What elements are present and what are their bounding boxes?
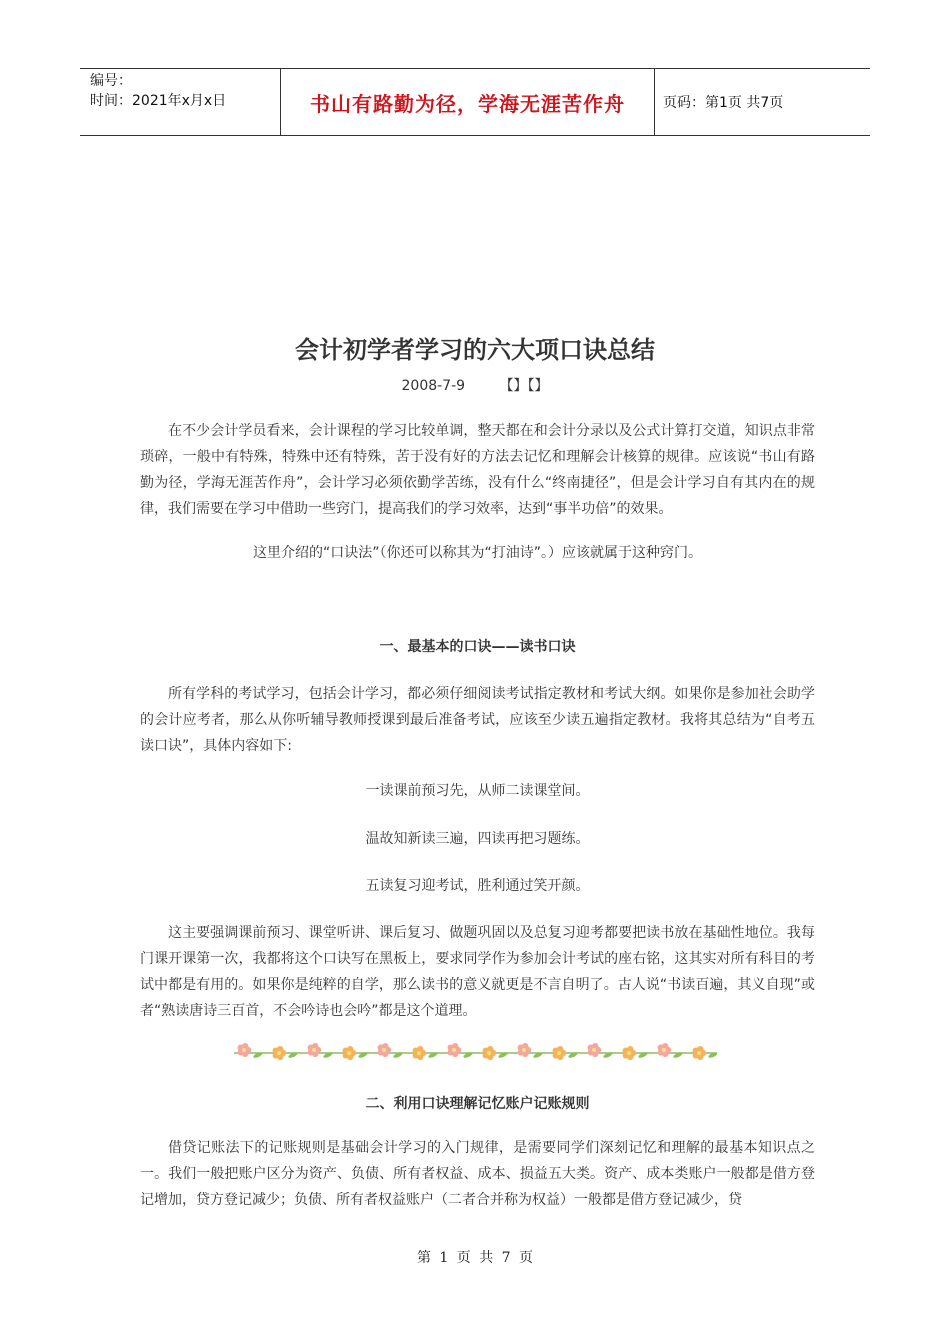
- flower-center: [557, 1051, 561, 1055]
- flower-center: [417, 1051, 421, 1055]
- flower-center: [452, 1048, 456, 1052]
- section-2: [140, 1091, 815, 1117]
- flower-center: [662, 1048, 666, 1052]
- article-date-line: [0, 375, 950, 395]
- verse-line-3: 五读复习迎考试，胜利通过笑开颜。: [365, 878, 590, 894]
- header-table: [80, 68, 870, 136]
- verse-2-wrap: [140, 826, 815, 852]
- flower-center: [697, 1051, 701, 1055]
- article-title: 会计初学者学习的六大项口诀总结: [295, 336, 655, 364]
- flower-vine-divider: [232, 1038, 717, 1066]
- section-1-body: [140, 681, 815, 759]
- flower-center: [347, 1051, 351, 1055]
- flower-center: [522, 1048, 526, 1052]
- section-2-paragraph-1: 借贷记账法下的记账规则是基础会计学习的入门规律，是需要同学们深刻记忆和理解的最基本知识点之一。我们一般把账户区分为资产、负债、所有者权益、成本、损益五大类。资产、成本类账户一般都是借方登记增加，贷方登记减少；负债、所有者权益账户（二者合并称为权益）一般都是借方登记减少，贷: [140, 1140, 815, 1208]
- header-page-cell: [655, 69, 870, 135]
- flower-center: [277, 1051, 281, 1055]
- flower-center: [487, 1051, 491, 1055]
- section-1-body-2: [140, 920, 815, 1024]
- intro-section: [140, 418, 815, 522]
- section-1-paragraph-1: 所有学科的考试学习，包括会计学习，都必须仔细阅读考试指定教材和考试大纲。如果你是参加社会助学的会计应考者，那么从你听辅导教师授课到最后准备考试，应该至少读五遍指定教材。我将其总结为“自考五读口诀”，具体内容如下:: [140, 686, 815, 754]
- flower-center: [312, 1048, 316, 1052]
- verse-3-wrap: [140, 873, 815, 899]
- flower-center: [242, 1048, 246, 1052]
- verse-line-2: 温故知新读三遍，四读再把习题练。: [365, 831, 590, 847]
- article-date: 2008-7-9: [401, 378, 466, 394]
- header-motto-cell: [281, 69, 655, 135]
- section-1: [140, 634, 815, 660]
- flower-group: [238, 1043, 717, 1060]
- flower-center: [627, 1051, 631, 1055]
- intro-paragraph-1: 在不少会计学员看来，会计课程的学习比较单调，整天都在和会计分录以及公式计算打交道，知识点非常琐碎，一般中有特殊，特殊中还有特殊，苦于没有好的方法去记忆和理解会计核算的规律。应该说“书山有路勤为径，学海无涯苦作舟”，会计学习必须依勤学苦练，没有什么“终南捷径”，但是会计学习自有其内在的规律，我们需要在学习中借助一些窍门，提高我们的学习效率，达到“事半功倍”的效果。: [140, 423, 815, 517]
- header-motto: 书山有路勤为径，学海无涯苦作舟: [310, 91, 625, 116]
- verse-line-1: 一读课前预习先，从师二读课堂间。: [365, 783, 590, 799]
- intro-section-2: [140, 540, 815, 566]
- document-time: 时间：2021年x月x日: [90, 93, 227, 109]
- article-brackets: 【】【】: [499, 378, 549, 394]
- section-1-heading: 一、最基本的口诀——读书口诀: [379, 639, 576, 655]
- verse-1-wrap: [140, 778, 815, 804]
- header-page-number: 页码：第1页 共7页: [663, 95, 784, 111]
- section-2-heading: 二、利用口诀理解记忆账户记账规则: [365, 1096, 590, 1112]
- page-footer: 第 1 页 共 7 页: [416, 1250, 534, 1266]
- intro-paragraph-2: 这里介绍的“口诀法”（你还可以称其为“打油诗”。）应该就属于这种窍门。: [252, 545, 702, 561]
- section-2-body: [140, 1135, 815, 1213]
- flower-center: [382, 1048, 386, 1052]
- header-info-cell: [80, 69, 281, 135]
- flower-center: [592, 1048, 596, 1052]
- section-1-paragraph-2: 这主要强调课前预习、课堂听讲、课后复习、做题巩固以及总复习迎考都要把读书放在基础性地位。我每门课开课第一次，我都将这个口诀写在黑板上，要求同学作为参加会计考试的座右铭，这其实对所有科目的考试中都是有用的。如果你是纯粹的自学，那么读书的意义就更是不言自明了。古人说“书读百遍，其义自现”或者“熟读唐诗三百首，不会吟诗也会吟”都是这个道理。: [140, 925, 815, 1019]
- document-number: 编号：: [90, 73, 132, 89]
